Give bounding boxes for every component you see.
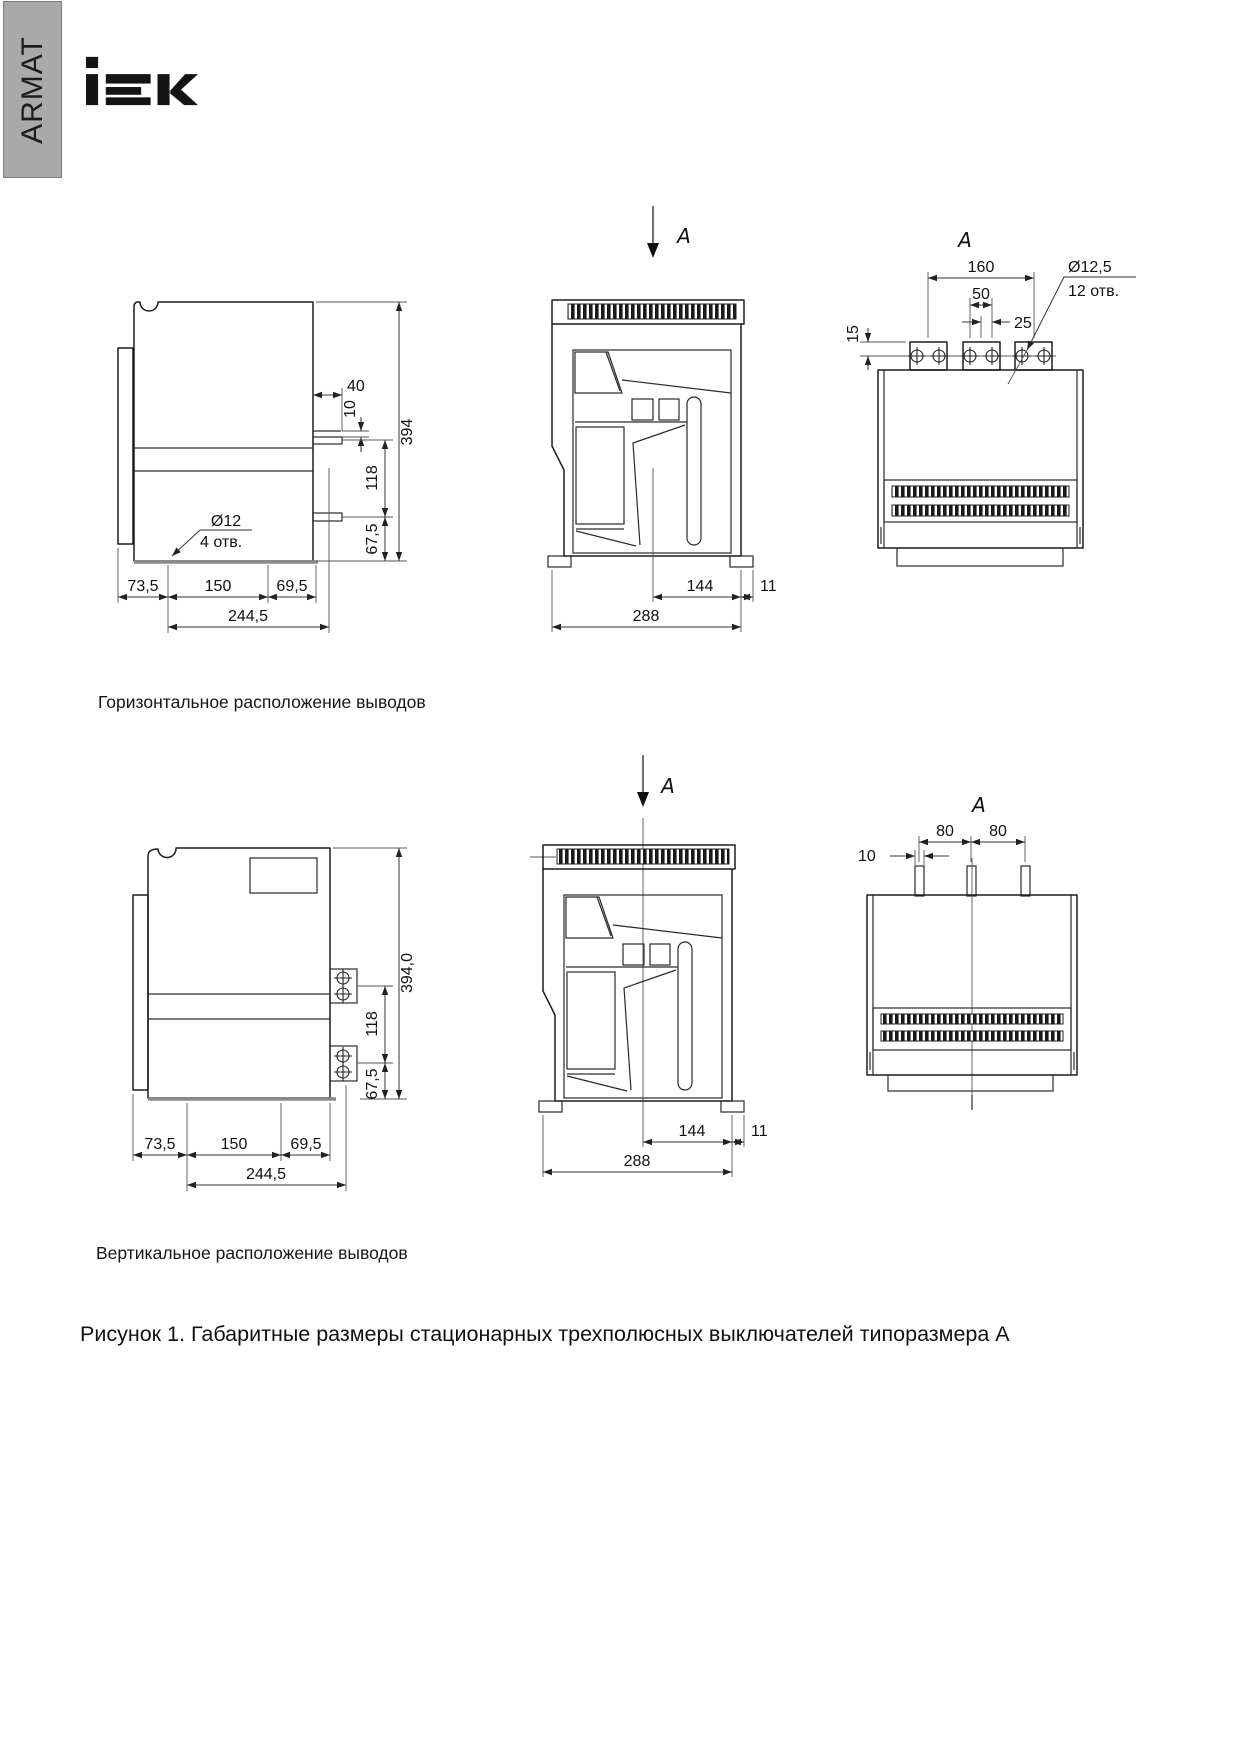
brand-sidebar-text: ARMAT [15,35,49,144]
view-horizontal-top [845,228,1136,566]
dim-11: 11 [760,578,777,595]
dim-244-5: 244,5 [245,1166,287,1183]
dim-288: 288 [623,1153,651,1170]
note-hole-diameter: Ø12,5 [1068,259,1112,276]
dim-25: 25 [1014,315,1032,332]
note-hole-count: 4 отв. [200,534,243,551]
section-arrow [637,792,649,807]
dim-40: 40 [347,378,365,395]
section-label-a: A [661,774,675,798]
dim-144: 144 [678,1123,706,1140]
dim-15: 15 [845,325,862,343]
dim-118: 118 [364,465,381,491]
dim-69-5: 69,5 [276,578,308,595]
view-horizontal-front [548,206,777,632]
note-hole-diameter: Ø12 [210,513,242,530]
dim-73-5: 73,5 [127,578,159,595]
dim-118: 118 [364,1011,381,1037]
section-arrow [647,243,659,258]
view-label-a: A [958,228,972,252]
dim-160: 160 [967,259,995,276]
dim-11: 11 [751,1123,768,1140]
dim-150: 150 [204,578,232,595]
dim-150: 150 [220,1136,248,1153]
dim-69-5: 69,5 [290,1136,322,1153]
section-label-vertical: Вертикальное расположение выводов [96,1243,408,1263]
view-horizontal-side [118,302,416,633]
section-label-horizontal: Горизонтальное расположение выводов [98,692,426,712]
dim-67-5: 67,5 [364,1068,381,1100]
dim-394-0: 394,0 [399,952,416,994]
terminal-holes [334,969,352,1081]
dim-244-5: 244,5 [227,608,269,625]
dim-10: 10 [858,848,876,865]
dim-73-5: 73,5 [144,1136,176,1153]
view-label-a: A [972,793,986,817]
view-vertical-front [530,755,768,1177]
dim-10: 10 [342,400,359,418]
view-vertical-top [858,793,1077,1110]
dim-394: 394 [399,418,416,446]
dim-50: 50 [972,286,990,303]
figure-caption: Рисунок 1. Габаритные размеры стационарных трехполюсных выключателей типоразмера А [80,1322,1010,1346]
note-hole-count: 12 отв. [1068,283,1120,300]
dim-67-5: 67,5 [364,523,381,555]
dim-288: 288 [632,608,660,625]
dim-80-right: 80 [989,823,1007,840]
dim-80-left: 80 [936,823,954,840]
dim-144: 144 [686,578,714,595]
view-vertical-side [133,848,416,1191]
section-label-a: A [677,224,691,248]
